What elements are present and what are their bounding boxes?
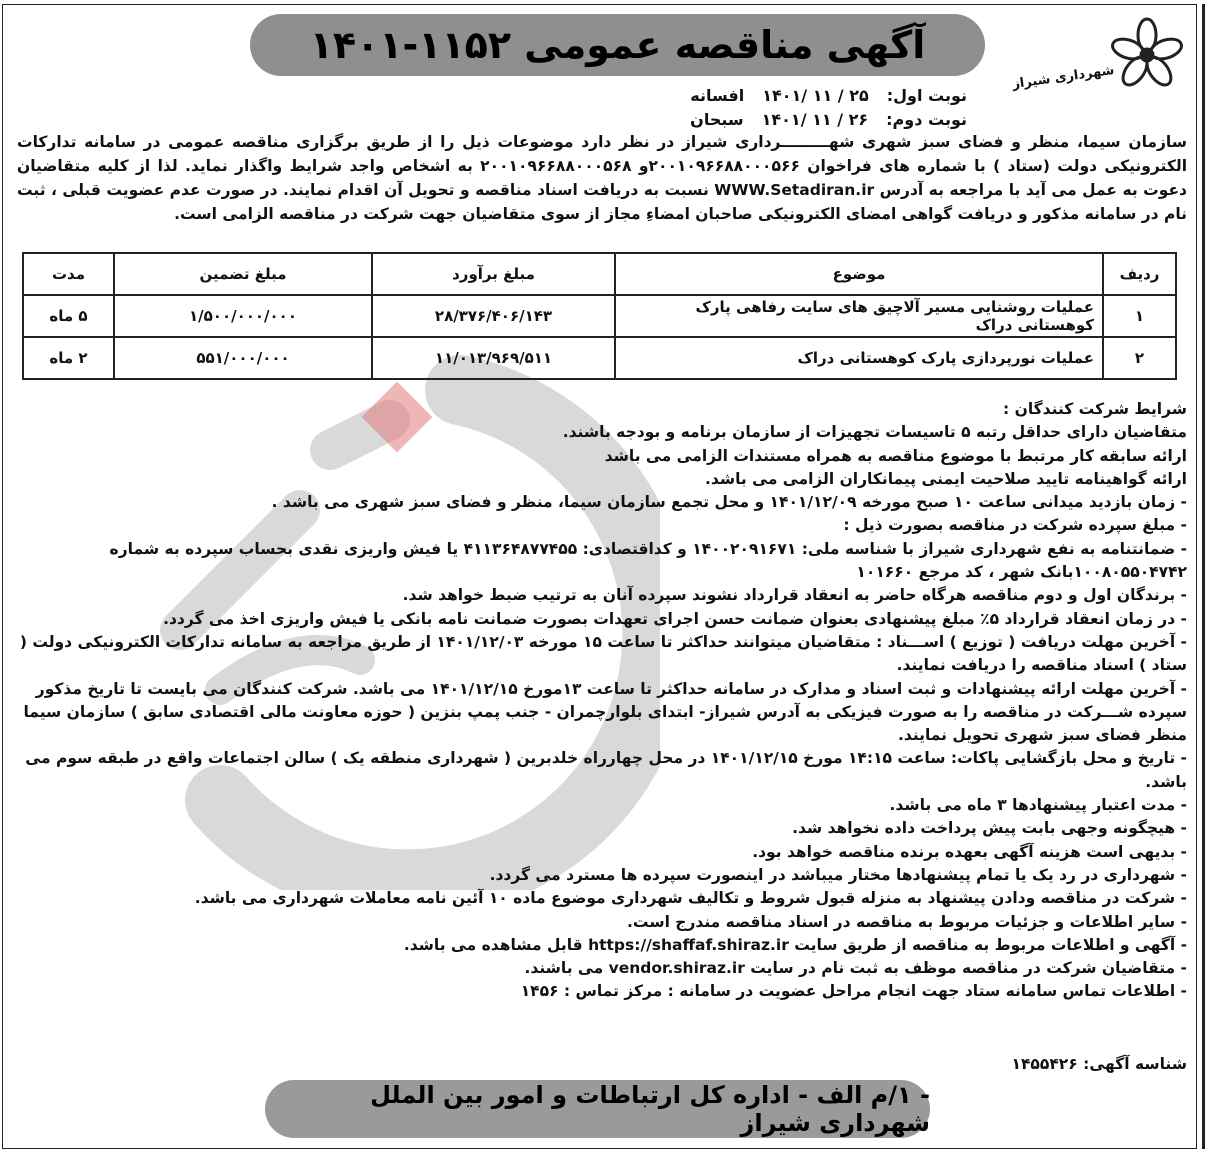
- col-subject: موضوع: [615, 253, 1103, 295]
- footer-banner: [265, 1080, 930, 1138]
- title-banner: [250, 14, 985, 76]
- cell-duration: ۵ ماه: [23, 295, 114, 337]
- cell-row: ۱: [1103, 295, 1176, 337]
- cell-estimate: ۱۱/۰۱۳/۹۶۹/۵۱۱: [372, 337, 615, 379]
- condition-item: - اطلاعات تماس سامانه ستاد جهت انجام مراحل عضویت در سامانه : مرکز تماس : ۱۴۵۶: [520, 982, 1187, 1001]
- tender-table: [22, 252, 1177, 380]
- condition-item: - در زمان انعقاد قرارداد ۵٪ مبلغ پیشنهادی بعنوان ضمانت حسن اجرای تعهدات بصورت ضمانت نامه بانکی یا فیش واریزی اخذ می گردد.: [163, 609, 1187, 628]
- intro-paragraph: سازمان سیما، منظر و فضای سبز شهری شهـــــــــرداری شیراز در نظر دارد موضوعات ذیل را از طریق برگزاری مناقصه عمومی در سامانه تدارکات الکترونیکی دولت (ستاد ) با شماره های فراخوان ۲۰۰۱۰۹۶۶۸۸۰۰۰۵۶۶و ۲۰۰۱۰۹۶۶۸۸۰۰۰۵۶۸ به اشخاص واجد شرایط واگذار نماید. لذا از کلیه متقاضیان دعوت به عمل می آید با مراجعه به آدرس WWW.Setadiran.ir نسبت به دریافت اسناد مناقصه و تحویل آن اقدام نمایند. در صورت عدم عضویت قبلی ، ثبت نام در سامانه مذکور و دریافت گواهی امضای الکترونیکی صاحبان امضاءِ مجاز از سوی متقاضیان جهت شرکت در مناقصه الزامی است.: [17, 133, 1188, 223]
- cell-estimate: ۲۸/۳۷۶/۴۰۶/۱۴۳: [372, 295, 615, 337]
- condition-item: - تاریخ و محل بازگشایی پاکات: ساعت ۱۴:۱۵ مورخ ۱۴۰۱/۱۲/۱۵ در محل چهارراه خلدبرین ( شهرداری منطقه یک ) سالن اجتماعات واقع در طبقه سوم می باشد.: [25, 749, 1187, 791]
- condition-item: - مبلغ سپرده شرکت در مناقصه بصورت ذیل :: [843, 516, 1187, 535]
- table-header-row: [23, 253, 1176, 295]
- table-row: [23, 295, 1176, 337]
- condition-item: - مدت اعتبار پیشنهادها ۳ ماه می باشد.: [889, 796, 1187, 815]
- cell-guarantee: ۵۵۱/۰۰۰/۰۰۰: [114, 337, 372, 379]
- condition-item: - آخرین مهلت ارائه پیشنهادات و ثبت اسناد و مدارک در سامانه حداکثر تا ساعت ۱۳مورخ ۱۴۰۱/۱۲/۱۵ می باشد. شرکت کنندگان می بایست تا تاریخ مذکور سپرده شـــرکت در مناقصه را به صورت فیزیکی به آدرس شیراز- ابتدای بلوارچمران - جنب پمپ بنزین ( حوزه معاونت مالی اقتصادی سابق ) سازمان سیما منظر فضای سبز شهری تحویل نمایند.: [23, 679, 1187, 745]
- table-row: [23, 337, 1176, 379]
- notice-id: شناسه آگهی: ۱۴۵۵۴۲۶: [1011, 1055, 1187, 1073]
- issue-date: ۲۶ / ۱۱ /۱۴۰۱: [761, 110, 869, 129]
- condition-item: ارائه گواهینامه تایید صلاحیت ایمنی پیمانکاران الزامی می باشد.: [705, 469, 1187, 488]
- condition-item: - هیچگونه وجهی بابت پیش پرداخت داده نخواهد شد.: [792, 819, 1187, 838]
- condition-item: - ضمانتنامه به نفع شهرداری شیراز با شناسه ملی: ۱۴۰۰۲۰۹۱۶۷۱ و کداقتصادی: ۴۱۱۳۶۴۸۷۷۴۵۵ یا فیش واریزی نقدی بحساب سپرده به شماره ۱۰۰۸۰۵۵۰۴۷۴۲بانک شهر ، کد مرجع ۱۰۱۶۶۰: [109, 539, 1187, 582]
- conditions-heading: شرایط شرکت کنندگان :: [1003, 400, 1187, 418]
- col-duration: مدت: [23, 253, 114, 295]
- condition-item: - متقاضیان شرکت در مناقصه موظف به ثبت نام در سایت vendor.shiraz.ir می باشند.: [524, 959, 1187, 978]
- footer-text: - ۱/م الف - اداره کل ارتباطات و امور بین الملل شهرداری شیراز: [370, 1081, 930, 1137]
- condition-item: - زمان بازدید میدانی ساعت ۱۰ صبح مورخه ۱۴۰۱/۱۲/۰۹ و محل تجمع سازمان سیما، منظر و فضای سبز شهری می باشد .: [271, 493, 1187, 512]
- issue-label: نوبت دوم:: [886, 110, 967, 129]
- condition-item: - سایر اطلاعات و جزئیات مربوط به مناقصه در اسناد مناقصه مندرج است.: [627, 912, 1187, 931]
- condition-item: - شهرداری در رد یک یا تمام پیشنهادها مختار میباشد در اینصورت سپرده ها مسترد می گردد.: [489, 865, 1187, 884]
- conditions-list: [17, 398, 1187, 1004]
- cell-guarantee: ۱/۵۰۰/۰۰۰/۰۰۰: [114, 295, 372, 337]
- cell-subject: عملیات روشنایی مسیر آلاچیق های سایت رفاهی پارک کوهستانی دراک: [615, 295, 1103, 337]
- publication-dates: [467, 84, 967, 132]
- condition-item: - برندگان اول و دوم مناقصه هرگاه حاضر به انعقاد قرارداد نشوند سپرده آنان به ترتیب ضبط خواهد شد.: [402, 586, 1187, 605]
- condition-item: متقاضیان دارای حداقل رتبه ۵ تاسیسات تجهیزات از سازمان برنامه و بودجه باشند.: [562, 423, 1187, 442]
- cell-duration: ۲ ماه: [23, 337, 114, 379]
- col-row: ردیف: [1103, 253, 1176, 295]
- condition-item: - بدیهی است هزینه آگهی بعهده برنده مناقصه خواهد بود.: [752, 842, 1187, 861]
- condition-item: ارائه سابقه کار مرتبط با موضوع مناقصه به همراه مستندات الزامی می باشد: [604, 446, 1187, 465]
- issue-paper: سبحان: [690, 110, 744, 129]
- cell-subject: عملیات نورپردازی پارک کوهستانی دراک: [615, 337, 1103, 379]
- shiraz-municipality-logo: [1012, 10, 1187, 110]
- page-title: آگهی مناقصه عمومی ۱۱۵۲-۱۴۰۱: [309, 23, 926, 67]
- condition-item: - آگهی و اطلاعات مربوط به مناقصه از طریق سایت https://shaffaf.shiraz.ir قابل مشاهده می باشد.: [403, 935, 1187, 954]
- logo-text: شهرداری شیراز: [1011, 62, 1116, 93]
- cell-row: ۲: [1103, 337, 1176, 379]
- condition-item: - شرکت در مناقصه ودادن پیشنهاد به منزله قبول شروط و تکالیف شهرداری موضوع ماده ۱۰ آئین نامه معاملات شهرداری می باشد.: [194, 889, 1187, 908]
- issue-line-second: [467, 108, 967, 132]
- issue-line-first: [467, 84, 967, 108]
- issue-label: نوبت اول:: [886, 86, 967, 105]
- col-estimate: مبلغ برآورد: [372, 253, 615, 295]
- issue-paper: افسانه: [690, 86, 745, 105]
- col-guarantee: مبلغ تضمین: [114, 253, 372, 295]
- issue-date: ۲۵ / ۱۱ /۱۴۰۱: [762, 86, 869, 105]
- condition-item: - آخرین مهلت دریافت ( توزیع ) اســـناد : متقاضیان میتوانند حداکثر تا ساعت ۱۵ مورخه ۱۴۰۱/۱۲/۰۳ از طریق مراجعه به سامانه تدارکات الکترونیکی دولت ( ستاد ) اسناد مناقصه را دریافت نمایند.: [19, 632, 1187, 675]
